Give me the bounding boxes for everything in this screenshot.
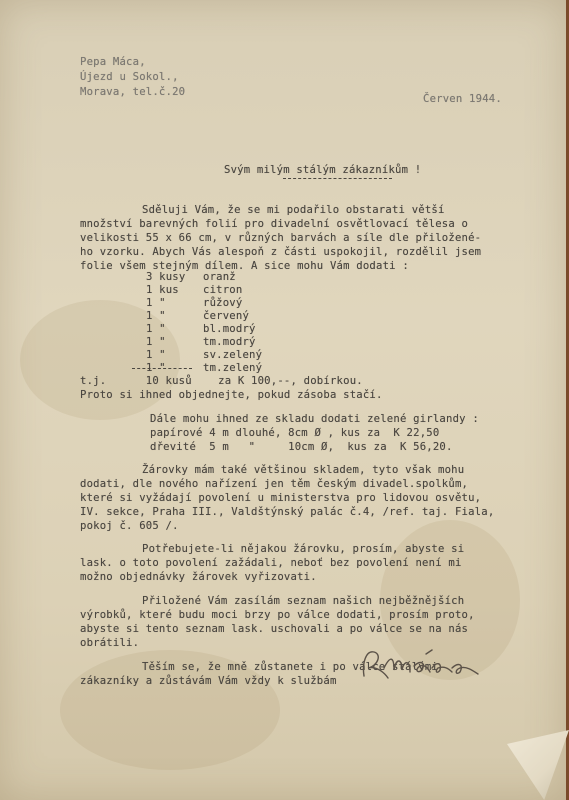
text-line: Potřebujete-li nějakou žárovku, prosím, abyste si — [142, 543, 465, 555]
foil-color: červený — [203, 310, 250, 322]
handwritten-signature — [354, 638, 484, 688]
text-line: pokoj č. 605 /. — [80, 520, 179, 532]
sender-region-phone: Morava, tel.č.20 — [80, 86, 186, 98]
foil-color: sv.zelený — [203, 349, 263, 361]
folded-corner — [507, 730, 569, 800]
foil-qty: 1 " — [146, 310, 166, 322]
text-line: Dále mohu ihned ze skladu dodati zelené girlandy : — [150, 413, 479, 425]
text-line: lask. o toto povolení zažádali, neboť bez povolení není mi — [80, 557, 462, 569]
text-line: zákazníky a zůstávám Vám vždy k službám — [80, 675, 337, 687]
text-line: Žárovky mám také většinou skladem, tyto však mohu — [142, 464, 465, 476]
text-line: možno objednávky žárovek vyřizovati. — [80, 571, 317, 583]
foil-color: tm.modrý — [203, 336, 256, 348]
foil-qty: 1 " — [146, 349, 166, 361]
text-line: ho vzorku. Abych Vás alespoň z části uspokojil, rozdělil jsem — [80, 246, 482, 258]
foil-color: citron — [203, 284, 243, 296]
text-line: obrátili. — [80, 637, 140, 649]
text-line: výrobků, které budu moci brzy po válce dodati, prosím proto, — [80, 609, 475, 621]
foil-qty: 3 kusy — [146, 271, 186, 283]
text-line: Přiložené Vám zasílám seznam našich nejběžnějších — [142, 595, 465, 607]
text-line: množství barevných folií pro divadelní osvětlovací tělesa o — [80, 218, 469, 230]
foil-qty: 1 " — [146, 336, 166, 348]
order-line: Proto si ihned objednejte, pokud zásoba stačí. — [80, 389, 383, 401]
foil-color: tm.zelený — [203, 362, 263, 374]
sender-town: Újezd u Sokol., — [80, 71, 179, 83]
sender-name: Pepa Máca, — [80, 56, 146, 68]
text-line: folie všem stejným dílem. A sice mohu Vám dodati : — [80, 260, 409, 272]
text-line: IV. sekce, Praha III., Valdštýnský palác č.4, /ref. taj. Fiala, — [80, 506, 495, 518]
foil-qty: 1 kus — [146, 284, 179, 296]
text-line: dřevité 5 m " 10cm Ø, kus za K 56,20. — [150, 441, 453, 453]
foil-qty: 1 " — [146, 297, 166, 309]
text-line: Těším se, že mně zůstanete i po válce stálými — [142, 661, 439, 673]
foil-color: bl.modrý — [203, 323, 256, 335]
text-line: velikosti 55 x 66 cm, v různých barvách a síle dle přiložené- — [80, 232, 482, 244]
total-line: t.j. 10 kusů za K 100,--, dobírkou. — [80, 375, 363, 387]
salutation-underline — [283, 178, 392, 179]
text-line: abyste si tento seznam lask. uschovali a po válce se na nás — [80, 623, 469, 635]
text-line: Sděluji Vám, že se mi podařilo obstarati větší — [142, 204, 445, 216]
letter-date: Červen 1944. — [423, 93, 502, 105]
text-line: dodati, dle nového nařízení jen těm českým divadel.spolkům, — [80, 478, 469, 490]
salutation: Svým milým stálým zákazníkům ! — [224, 164, 422, 176]
list-separator — [132, 368, 192, 369]
text-line: které si vyžádají povolení u ministerstva pro lidovou osvětu, — [80, 492, 482, 504]
text-line: papírové 4 m dlouhé, 8cm Ø , kus za K 22,50 — [150, 427, 440, 439]
foil-qty: 1 " — [146, 362, 166, 374]
foil-qty: 1 " — [146, 323, 166, 335]
foil-color: růžový — [203, 297, 243, 309]
foil-color: oranž — [203, 271, 236, 283]
